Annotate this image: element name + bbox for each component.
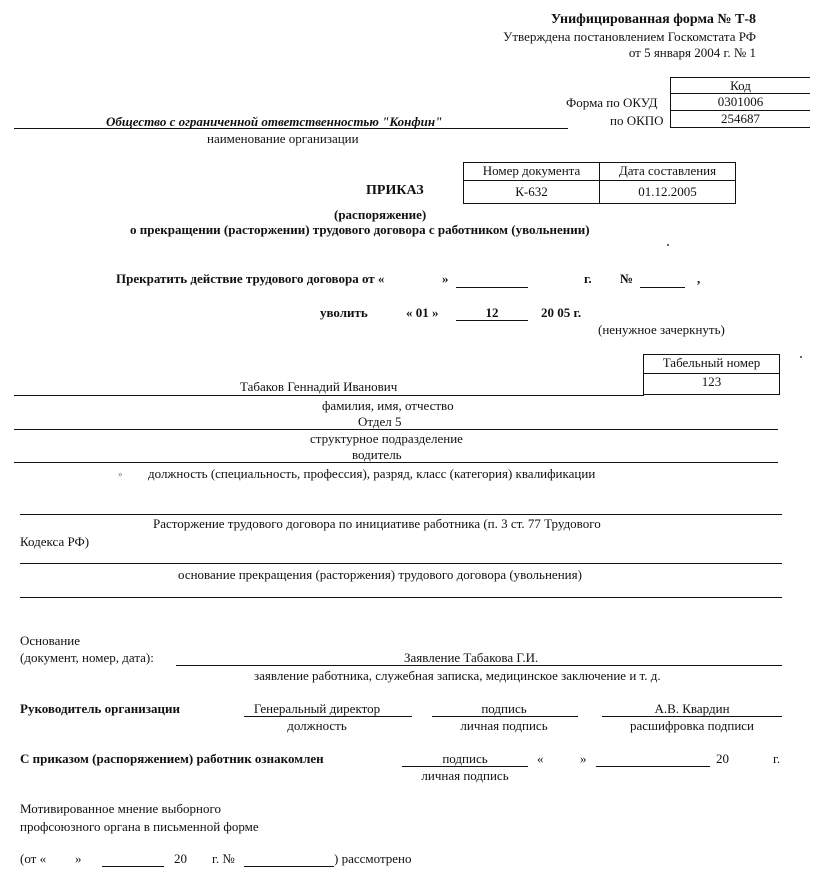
acquainted-signature[interactable]: подпись xyxy=(442,751,488,766)
reason-caption: основание прекращения (расторжения) трудового договора (увольнения) xyxy=(178,567,582,582)
department-caption: структурное подразделение xyxy=(310,431,463,446)
head-signature[interactable]: подпись xyxy=(481,701,527,716)
terminate-close-quote: » xyxy=(442,271,449,286)
terminate-label: Прекратить действие трудового договора от « xyxy=(116,271,385,286)
head-label: Руководитель организации xyxy=(20,701,180,716)
okud-label: Форма по ОКУД xyxy=(566,95,658,110)
acquainted-signature-caption: личная подпись xyxy=(421,768,509,783)
approved-line-2: от 5 января 2004 г. № 1 xyxy=(628,45,756,60)
head-signature-line xyxy=(432,716,578,717)
organization-line xyxy=(14,128,568,129)
basis-label-2: (документ, номер, дата): xyxy=(20,650,154,665)
order-subtitle: (распоряжение) xyxy=(334,207,427,222)
union-number-line xyxy=(244,866,334,867)
position-line xyxy=(14,462,778,463)
union-line-1: Мотивированное мнение выборного xyxy=(20,801,221,816)
union-reviewed: ) рассмотрено xyxy=(334,851,412,866)
employee-name-line xyxy=(14,395,644,396)
dismiss-year: 20 05 г. xyxy=(541,305,582,320)
head-name: А.В. Квардин xyxy=(654,701,730,716)
speck xyxy=(667,244,669,246)
tab-number-value: 123 xyxy=(643,373,780,395)
reason-line-2: Кодекса РФ) xyxy=(20,534,90,549)
union-month-line xyxy=(102,866,164,867)
okpo-label: по ОКПО xyxy=(610,113,664,128)
acquainted-open-quote: « xyxy=(537,751,544,766)
basis-value: Заявление Табакова Г.И. xyxy=(404,650,539,665)
department-line xyxy=(14,429,778,430)
reason-line xyxy=(20,563,782,564)
basis-line xyxy=(176,665,782,666)
head-position-line xyxy=(244,716,412,717)
basis-caption: заявление работника, служебная записка, медицинское заключение и т. д. xyxy=(254,668,661,683)
terminate-month-line xyxy=(456,287,528,288)
form-title: Унифицированная форма № Т-8 xyxy=(550,12,756,27)
employee-full-name: Табаков Геннадий Иванович xyxy=(240,379,398,394)
head-name-line xyxy=(602,716,782,717)
terminate-number-line xyxy=(640,287,685,288)
okpo-value-cell: 254687 xyxy=(670,110,810,128)
acquainted-month-line xyxy=(596,766,710,767)
head-position-caption: должность xyxy=(287,718,347,733)
union-line-2: профсоюзного органа в письменной форме xyxy=(20,819,259,834)
union-close-quote: » xyxy=(75,851,82,866)
position-caption: должность (специальность, профессия), разряд, класс (категория) квалификации xyxy=(148,466,596,481)
union-year-number: г. № xyxy=(212,851,235,866)
department-value: Отдел 5 xyxy=(358,414,402,429)
dismiss-label: уволить xyxy=(320,305,368,320)
head-name-caption: расшифровка подписи xyxy=(629,718,755,733)
order-title: ПРИКАЗ xyxy=(366,183,424,198)
code-header-cell: Код xyxy=(670,77,810,94)
acquainted-year: 20 xyxy=(716,751,729,766)
union-year: 20 xyxy=(174,851,187,866)
organization-name: Общество с ограниченной ответственностью "Конфин" xyxy=(106,114,443,129)
head-position: Генеральный директор xyxy=(253,701,381,716)
dismiss-note: (ненужное зачеркнуть) xyxy=(598,322,725,337)
grounds-top-line xyxy=(20,514,782,515)
speck xyxy=(800,356,802,358)
dismiss-month: 12 xyxy=(485,305,499,320)
terminate-comma: , xyxy=(697,271,701,286)
grounds-bottom-line xyxy=(20,597,782,598)
tab-number-header: Табельный номер xyxy=(643,354,780,374)
doc-date-header: Дата составления xyxy=(599,162,736,181)
acquainted-year-suffix: г. xyxy=(773,751,781,766)
reason-line-1: Расторжение трудового договора по инициативе работника (п. 3 ст. 77 Трудового xyxy=(153,516,601,531)
head-signature-caption: личная подпись xyxy=(460,718,548,733)
organization-caption: наименование организации xyxy=(207,131,359,146)
union-from: (от « xyxy=(20,851,47,866)
okud-value-cell: 0301006 xyxy=(670,93,810,111)
dismiss-month-line xyxy=(456,320,528,321)
doc-number-header: Номер документа xyxy=(463,162,600,181)
acquainted-label: С приказом (распоряжением) работник ознакомлен xyxy=(20,751,324,766)
employee-name-caption: фамилия, имя, отчество xyxy=(322,398,454,413)
dismiss-day: « 01 » xyxy=(406,305,439,320)
terminate-year-suffix: г. xyxy=(584,271,592,286)
basis-label-1: Основание xyxy=(20,633,81,648)
speck-mark: » xyxy=(118,469,123,479)
terminate-number-sign: № xyxy=(620,271,634,286)
approved-line-1: Утверждена постановлением Госкомстата РФ xyxy=(503,29,756,44)
order-heading: о прекращении (расторжении) трудового договора с работником (увольнении) xyxy=(130,222,590,237)
acquainted-signature-line xyxy=(402,766,528,767)
doc-number-value: К-632 xyxy=(463,180,600,204)
acquainted-close-quote: » xyxy=(580,751,587,766)
doc-date-value: 01.12.2005 xyxy=(599,180,736,204)
position-value: водитель xyxy=(352,447,402,462)
